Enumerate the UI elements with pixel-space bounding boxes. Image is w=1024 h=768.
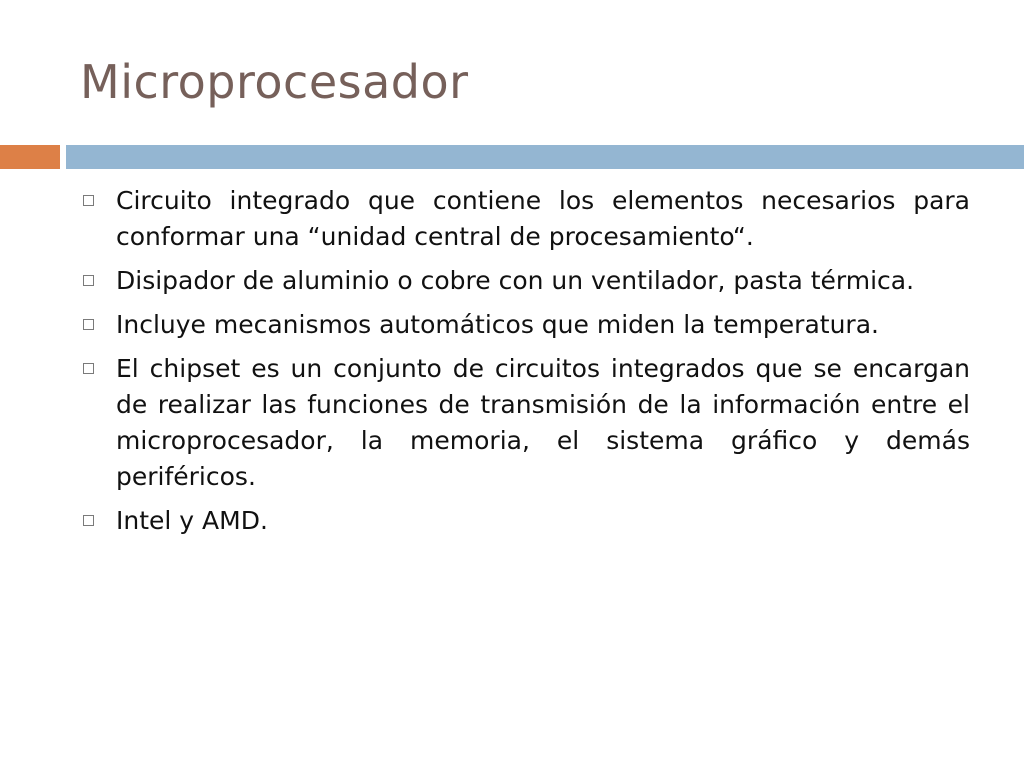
square-bullet-icon — [83, 275, 94, 286]
bullet-item — [80, 503, 970, 539]
bullet-text: Intel y AMD. — [116, 506, 268, 535]
square-bullet-icon — [83, 195, 94, 206]
square-bullet-icon — [83, 515, 94, 526]
bullet-item — [80, 263, 970, 299]
bullet-list — [80, 183, 970, 547]
square-bullet-icon — [83, 319, 94, 330]
bullet-item — [80, 351, 970, 495]
bullet-item — [80, 307, 970, 343]
bullet-text: El chipset es un conjunto de circuitos integrados que se encargan de realizar las funciones de transmisión de la información entre el microprocesador, la memoria, el sistema gráfico y demás periféricos. — [116, 354, 970, 491]
bullet-item — [80, 183, 970, 255]
accent-bar-blue — [66, 145, 1024, 169]
accent-bar-orange — [0, 145, 60, 169]
bullet-text: Circuito integrado que contiene los elementos necesarios para conformar una “unidad central de procesamiento“. — [116, 186, 970, 251]
bullet-text: Incluye mecanismos automáticos que miden la temperatura. — [116, 310, 879, 339]
slide-title: Microprocesador — [80, 55, 469, 109]
square-bullet-icon — [83, 363, 94, 374]
bullet-text: Disipador de aluminio o cobre con un ventilador, pasta térmica. — [116, 266, 915, 295]
